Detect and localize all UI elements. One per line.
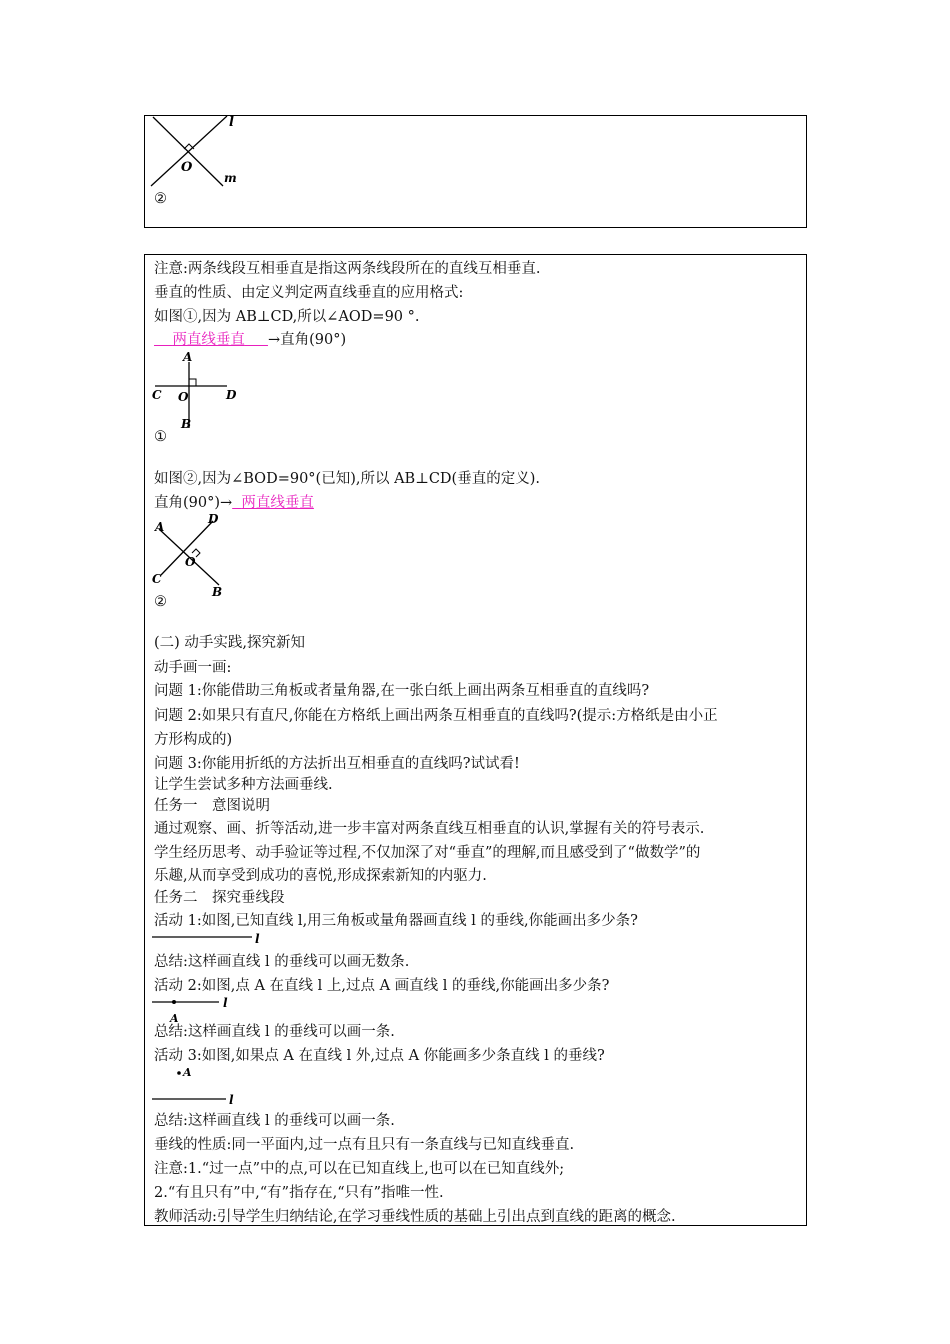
- summary-1: 总结:这样画直线 l 的垂线可以画无数条.: [154, 954, 410, 970]
- summary-3: 总结:这样画直线 l 的垂线可以画一条.: [154, 1113, 395, 1129]
- svg-text:C: C: [152, 572, 162, 586]
- svg-text:A: A: [155, 520, 165, 534]
- perpendicular-figure-1: [149, 348, 249, 430]
- format-title: 垂直的性质、由定义判定两直线垂直的应用格式:: [154, 285, 464, 301]
- svg-text:B: B: [212, 585, 223, 597]
- svg-text:A: A: [183, 1066, 192, 1079]
- svg-text:A: A: [170, 1012, 179, 1025]
- intent-text: 乐趣,从而享受到成功的喜悦,形成探索新知的内驱力.: [154, 868, 487, 884]
- point-off-line-figure: [151, 1063, 251, 1105]
- perpendicular-property: 垂线的性质:同一平面内,过一点有且只有一条直线与已知直线垂直.: [154, 1137, 575, 1153]
- figure-box-top: [144, 115, 807, 228]
- fig2-conclusion: 直角(90°)→ 两直线垂直: [154, 495, 314, 511]
- svg-text:l: l: [255, 932, 260, 946]
- fig1-statement: 如图①,因为 AB⊥CD,所以∠AOD=90 °.: [154, 309, 420, 325]
- svg-text:l: l: [229, 116, 234, 130]
- try-methods: 让学生尝试多种方法画垂线.: [154, 777, 333, 793]
- svg-text:m: m: [224, 171, 237, 185]
- task-1-title: 任务一 意图说明: [154, 798, 270, 814]
- note-1: 注意:1.“过一点”中的点,可以在已知直线上,也可以在已知直线外;: [154, 1161, 565, 1177]
- summary-2: 总结:这样画直线 l 的垂线可以画一条.: [154, 1024, 395, 1040]
- svg-text:O: O: [185, 555, 196, 569]
- task-2-title: 任务二 探究垂线段: [154, 890, 285, 906]
- fill-blank-answer: 两直线垂直: [172, 332, 245, 348]
- figure-number: ①: [154, 429, 167, 445]
- intent-text: 通过观察、画、折等活动,进一步丰富对两条直线互相垂直的认识,掌握有关的符号表示.: [154, 821, 705, 837]
- perpendicular-figure-2: [149, 511, 249, 597]
- figure-number: ②: [154, 594, 167, 610]
- fill-blank-answer: 两直线垂直: [241, 495, 314, 511]
- svg-text:O: O: [181, 160, 193, 175]
- activity-1: 活动 1:如图,已知直线 l,用三角板或量角器画直线 l 的垂线,你能画出多少条?: [154, 913, 638, 929]
- svg-text:D: D: [208, 512, 219, 526]
- figure-number: ②: [154, 191, 167, 207]
- section-heading: (二) 动手实践,探究新知: [154, 635, 306, 651]
- activity-2: 活动 2:如图,点 A 在直线 l 上,过点 A 画直线 l 的垂线,你能画出多少条?: [154, 978, 610, 994]
- svg-text:l: l: [229, 1093, 234, 1105]
- question-2: 问题 2:如果只有直尺,你能在方格纸上画出两条互相垂直的直线吗?(提示:方格纸是由小正: [154, 708, 718, 724]
- lesson-content-box: [144, 254, 807, 1226]
- svg-text:D: D: [226, 388, 237, 402]
- note-2: 2.“有且只有”中,“有”指存在,“只有”指唯一性.: [154, 1185, 444, 1201]
- svg-text:l: l: [223, 996, 228, 1010]
- svg-text:B: B: [181, 417, 192, 430]
- question-2-cont: 方形构成的): [154, 732, 233, 748]
- fig2-statement: 如图②,因为∠BOD=90°(已知),所以 AB⊥CD(垂直的定义).: [154, 471, 540, 487]
- question-3: 问题 3:你能用折纸的方法折出互相垂直的直线吗?试试看!: [154, 756, 520, 772]
- question-1: 问题 1:你能借助三角板或者量角器,在一张白纸上画出两条互相垂直的直线吗?: [154, 683, 650, 699]
- svg-text:O: O: [178, 390, 189, 404]
- svg-text:C: C: [152, 388, 162, 402]
- note-line: 注意:两条线段互相垂直是指这两条线段所在的直线互相垂直.: [154, 261, 541, 277]
- activity-3: 活动 3:如图,如果点 A 在直线 l 外,过点 A 你能画多少条直线 l 的垂线?: [154, 1048, 605, 1064]
- intent-text: 学生经历思考、动手验证等过程,不仅加深了对“垂直”的理解,而且感受到了“做数学”的: [154, 845, 701, 861]
- svg-text:A: A: [183, 350, 193, 364]
- fig1-conclusion: 两直线垂直 →直角(90°): [154, 330, 798, 350]
- line-l-figure: [151, 929, 271, 947]
- teacher-activity: 教师活动:引导学生归纳结论,在学习垂线性质的基础上引出点到直线的距离的概念.: [154, 1209, 676, 1225]
- intersecting-lines-figure-top: [149, 116, 249, 194]
- draw-title: 动手画一画:: [154, 660, 232, 676]
